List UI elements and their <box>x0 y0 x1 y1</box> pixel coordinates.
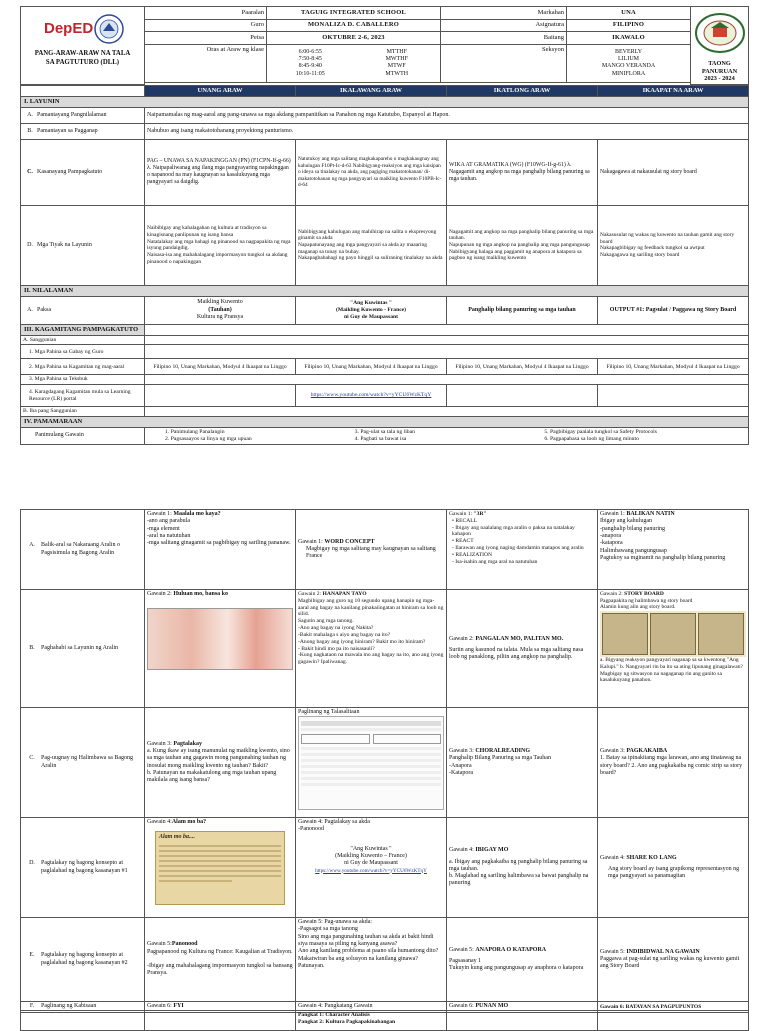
pag-uugnay-day-2 <box>296 708 447 818</box>
paglinang-day-2: Gawain 4: Pangkatang Gawain <box>296 1002 447 1013</box>
label-seksyon: Seksyon <box>441 44 567 82</box>
value-markahan: UNA <box>567 7 691 20</box>
day-header-3: IKATLONG ARAW <box>447 85 598 96</box>
pamantayang-pangnilalaman-text: Naipamamalas ng mag-aaral ang pang-unawa sa mga akdang pampanitikan sa Panahon ng mga Katutubo, Espanyol at Hapon. <box>145 107 749 123</box>
story-board-image <box>600 611 746 657</box>
row-title: Paksa <box>37 306 51 313</box>
teksbuk-label: 3. Mga Pahina sa Teksbuk <box>21 375 145 385</box>
sanggunian-label: A. Sanggunian <box>21 335 145 345</box>
gawain-body: Paggawa at pag-sulat ng sariling wakas ng kuwento gamit ang Story Board <box>600 955 740 970</box>
gawain-label: Gawain 1: <box>600 511 627 517</box>
time-slot: 10:10-11:05 <box>295 70 325 77</box>
gawain-body: Ang story board ay isang grapikong representasyon ng mga pangyayari sa panamagitan <box>608 865 740 880</box>
gawain-label: Gawain 6: <box>449 1003 476 1010</box>
gawain-body: Ibigay ang kahulugan -panghalip bilang panuring -anapora -katapora Halimbawang pangungusap Pagtukoy sa mginamit na panghalip bilang panuring <box>600 518 726 561</box>
gawain-label: Gawain 3: <box>147 740 174 747</box>
deped-seal-icon <box>94 14 124 44</box>
gawain-label: Gawain 5: <box>600 948 627 955</box>
row-letter: F. <box>29 1003 35 1010</box>
layunin-day-4: Nakasusulat ng wakas ng kuwento na tauhan gamit ang story board Nakapagbibigay ng feedback tungkol sa awtput Nakagagawa ng sariling story board <box>598 205 749 285</box>
label-guro: Guro <box>145 19 267 32</box>
gawain-title: ANAPORA O KATAPORA <box>475 946 547 953</box>
value-paaralan: TAGUIG INTEGRATED SCHOOL <box>267 7 441 20</box>
gawain-body: Magbigay ng mga salitang may kaugnayan sa salitang France <box>306 545 436 560</box>
value-asignatura: FILIPINO <box>567 19 691 32</box>
gawain-title: WORD CONCEPT <box>324 538 375 545</box>
school-year: 2023 - 2024 <box>704 75 735 83</box>
row-letter: A. <box>27 306 33 313</box>
gawain-title: Huluan mo, bansa ko <box>173 591 229 597</box>
row-title: Kasanayang Pampagkatuto <box>37 168 103 175</box>
row-title: Paglinang ng Kabisaan <box>41 1003 97 1010</box>
class-days: MWTHF <box>385 56 408 63</box>
pagtalakay-2-day-2: Gawain 5: Pag-unawa sa akda: -Pagsagot sa mga tanong Sino ang mga pangunahing tauhan sa akda at bakit hindi siya masaya sa piling ng kanyang asawa? Ano ang kanilang problema at paano sila humantong dito? Makatwiran ba ang solusyon na kanilang ginawa? Patunayan. <box>296 918 447 1002</box>
balik-aral-day-4 <box>598 510 749 590</box>
label-petsa: Petsa <box>145 32 267 45</box>
kagamitan-ng-mag-aaral-label: 2. Mga Pahina sa Kagamitan ng mag-aaral <box>21 359 145 375</box>
row-letter: A. <box>29 542 35 549</box>
lr-portal-link[interactable]: https://www.youtube.com/watch?v=yYCU6WzKTqY <box>296 385 447 407</box>
panimulang-gawain-label: Panimulang Gawain <box>21 427 145 444</box>
section-name: MANGO VERANDA <box>601 63 656 70</box>
paksa-line: (Tauhan) <box>208 306 232 313</box>
pagtalakay-1-day-3 <box>447 818 598 918</box>
row-pag-uugnay <box>21 708 145 818</box>
balik-aral-day-1 <box>145 510 296 590</box>
pagtalakay-2-day-1 <box>145 918 296 1002</box>
gawain-item: 2. Pagsasaayos sa linya ng mga upuan <box>165 435 252 442</box>
row-title: Mga Tiyak na Layunin <box>37 241 92 248</box>
gabay-ng-guro-label: 1. Mga Pahina sa Gabay ng Guro <box>21 345 145 359</box>
gawain-body: Pagpapanood ng Kultura ng France: Kaugalian at Tradisyon. -Ibigay ang mahahalagang impormasyon tungkol sa bansang Pransya. <box>147 948 293 977</box>
gawain-body: 1. Batay sa ipinakitang mga larawan, ano ang tinatawag na story board? 2. Ano ang pagkakaiba ng comic strip sa story board? <box>600 755 743 776</box>
row-letter: B. <box>27 127 33 134</box>
gawain-label: Gawain 5: <box>449 946 476 953</box>
paghahabi-day-1 <box>145 590 296 708</box>
pagtalakay-1-day-1 <box>145 818 296 918</box>
section-nilalaman: II. NILALAMAN <box>21 285 749 296</box>
story-subtitle: (Maikling Kuwento – France) <box>335 852 407 859</box>
row-letter: D. <box>29 860 35 867</box>
gawain-item: 6. Pagpapabasa sa loob ng limang minuto <box>544 435 639 442</box>
gawain-item: 5. Pagbibigay paalala tungkol sa Safety Protocols <box>544 428 657 435</box>
pagtalakay-1-day-4 <box>598 818 749 918</box>
row-title: Pagtalakay ng bagong konsepto at paglalahad ng bagong kasanayan #1 <box>41 860 128 874</box>
gawain-label: Gawain 2: <box>147 591 174 597</box>
day-header-1: UNANG ARAW <box>145 85 296 96</box>
row-letter: C. <box>29 755 35 762</box>
row-letter: D. <box>27 241 33 248</box>
panimulang-gawain-list <box>145 427 749 444</box>
label-markahan: Markahan <box>441 7 567 20</box>
gawain-body: Pagsasanay 1 Tukuyin kung ang pangungusap ay anaphora o katapora <box>449 957 584 972</box>
school-year-label: TAONG PANURUAN <box>701 59 738 75</box>
dll-page-3-partial <box>20 1010 748 1024</box>
gawain-title: HANAPAN TAYO <box>322 591 367 597</box>
video-link[interactable]: https://www.youtube.com/watch?v=yYCU6WzKTqY <box>315 867 427 874</box>
label-paaralan: Paaralan <box>145 7 267 20</box>
image-caption: Alam mo ba.... <box>159 834 196 841</box>
row-letter: A. <box>27 111 33 118</box>
gawain-label: Gawain 3: <box>600 747 627 754</box>
gawain-title: BALIKAN NATIN <box>626 511 675 517</box>
class-days: MTTHF <box>386 48 407 55</box>
kasanayan-day-4: Nakagagawa at nakausulat ng story board <box>598 139 749 205</box>
gawain-label: Gawain 2: <box>298 591 323 597</box>
pangkat-item: Pangkat 2: Kultura Pagkapakinabangan <box>298 1018 396 1025</box>
gawain-item: 3. Pag-ulat sa tala ng liban <box>354 428 415 435</box>
row-mga-tiyak-na-layunin <box>21 205 145 285</box>
row-title: Pagtalakay ng bagong konsepto at paglalahad ng bagong kasanayan #2 <box>41 952 128 966</box>
row-paghahabi <box>21 590 145 708</box>
class-days: MTWF <box>387 63 406 70</box>
logo-cell <box>21 7 145 85</box>
gawain-body: Panghalip Bilang Panuring sa mga Tauhan -Anapora -Katapora <box>449 755 551 776</box>
pangkat-item: Pangkat 1: Character Analisis <box>298 1012 370 1018</box>
kasanayan-day-1: PAG – UNAWA SA NAPAKINGGAN (PN) (F1CPN-If-g-66) λ. Naipapaliwanag ang ilang mga pangyayaring napakinggan o napanood na may kaugnayan sa kasalukuyang mga pangyayari sa daigdig. <box>145 139 296 205</box>
iba-pang-sanggunian-label: B. Iba pang Sanggunian <box>21 407 145 417</box>
gawain-title: IBIGAY MO <box>475 847 509 854</box>
svg-text:DepED: DepED <box>43 20 93 37</box>
row-title: Balik-aral sa Nakaraang Aralin o Pagsisimula ng Bagong Aralin <box>41 542 120 556</box>
gawain-label: Gawain 4: <box>147 819 172 825</box>
paksa-day-4: OUTPUT #1: Pagsulat / Paggawa ng Story Board <box>598 296 749 324</box>
gawain-body: Suriin ang kasunod na talata. Mula sa mga salitang nasa loob ng panaklong, piliin ang angkop na panghalip. <box>449 646 584 661</box>
pag-uugnay-day-4 <box>598 708 749 818</box>
row-paksa <box>21 296 145 324</box>
sections-list <box>567 44 691 82</box>
gawain-title: Maalala mo kaya? <box>173 511 221 517</box>
school-logo-cell <box>691 7 749 85</box>
gawain-label: Gawain 2: <box>449 635 476 642</box>
paksa-line: ni Guy de Maupassant <box>344 313 398 320</box>
gawain-title: SHARE KO LANG <box>626 854 677 861</box>
dll-page-2 <box>20 509 748 1013</box>
gawain-title: CHORALREADING <box>475 747 530 754</box>
header-table <box>20 6 749 85</box>
times-days-cell <box>267 44 441 82</box>
balik-aral-day-3 <box>447 510 598 590</box>
paksa-day-3: Panghalip bilang panuring sa mga tauhan <box>447 296 598 324</box>
alam-mo-ba-image <box>155 831 285 905</box>
dll-page-1 <box>20 6 748 445</box>
label-asignatura: Asignatura <box>441 19 567 32</box>
row-letter: C. <box>27 168 33 175</box>
gawain-label: Gawain 3: <box>449 747 476 754</box>
time-slot: 7:50-8:45 <box>298 56 322 63</box>
gawain-body: Pagpapakita ng halimbawa ng story board Alamin kung alin ang story board. <box>600 597 693 611</box>
row-kasanayang-pampagkatuto <box>21 139 145 205</box>
row-pamantayan-sa-pagganap <box>21 123 145 139</box>
gawain-label: Gawain 1: <box>147 511 174 517</box>
day-header-2: IKALAWANG ARAW <box>296 85 447 96</box>
day-header-4: IKAAPAT NA ARAW <box>598 85 749 96</box>
gawain-body: a. Kung ikaw ay isang manunulat ng maikling kwento, sino sa mga tauhan ang gagawin mong pangunahing tauhan ng inosulat mong maikling kwento ng tauhan? Bakit? b. Patunayan na makakatulong ang mga tauhan upang makilala ang isang bansa? <box>147 747 290 784</box>
gawain-body: a. Ibigay ang pagkakaiba ng panghalip bilang panuring sa mga tauhan. b. Maglahad ng sariling halimbawa sa bawat panghalip na panuring <box>449 858 589 887</box>
gawain-body: • RECALL - Ibigay ang naalalang mga aralin o paksa na natalakay kahapon • REACT - Ilarawan ang iyong naging damdamin matapos ang aralin • REALIZATION - Isa-isahin ang mga aral na natutuhan <box>452 517 584 565</box>
gawain-label: Gawain 5: <box>147 941 172 948</box>
gawain-title: Panonood <box>171 941 198 948</box>
gawain-label: Gawain 4: <box>600 854 627 861</box>
gawain-label: Gawain 6: <box>147 1003 174 1010</box>
layunin-day-1: Naibibigay ang kahalagahan ng kultura at tradisyon sa kinagisnang panlipunan ng isang bansa Natatalakay ang mga bahagi ng pinanood na nagpapakita ng mga isyung pandaigdig. Naisasa-isa ang mahahalagang impormasyon tungkol sa akdang pinanood o napakinggan <box>145 205 296 285</box>
kasanayan-day-3: WIKA AT GRAMATIKA (WG) (F10WG-If-g-61) λ. Nagagamit ang angkop na mga panghalip bilang panuring sa mga tauhan. <box>447 139 598 205</box>
pamamaraan-table <box>20 509 749 1013</box>
school-seal-icon <box>693 12 747 54</box>
paksa-line: "Ang Kuwintas " <box>350 299 392 306</box>
time-slot: 8:45-9:40 <box>298 63 322 70</box>
pag-uugnay-day-3 <box>447 708 598 818</box>
section-name: MINIFLORA <box>611 70 646 77</box>
pag-uugnay-day-1 <box>145 708 296 818</box>
gawain-item: 1. Panimulang Panalangin <box>165 428 225 435</box>
row-title: Pamantayan sa Pagganap <box>37 127 98 134</box>
value-guro: MONALIZA D. CABALLERO <box>267 19 441 32</box>
talasalitaan-worksheet-image <box>298 716 444 810</box>
dll-title: PANG-ARAW-ARAW NA TALA SA PAGTUTURO (DLL) <box>34 50 131 66</box>
paglinang-day-4: Gawain 6: BATAYAN SA PAGPUPUNTOS <box>598 1002 749 1013</box>
row-title: Pamantayang Pangnilalaman <box>37 111 107 118</box>
gawain-body: a. Bigyang reaksyon pangyayari naganap sa sa kwentong "Ang Kalupi." b. Nangyayari rin ba ito sa ating lipunang ginagalawan? Magbigay ng sitwasyon na nagaganap rin ang ganito sa kasalukuyang panahon. <box>600 657 743 684</box>
section-kagamitang: III. KAGAMITANG PAMPAGKATUTO <box>21 324 145 335</box>
gawain-title: FYI <box>173 1003 184 1010</box>
gawain-title: PAGKAKAIBA <box>626 747 668 754</box>
value-baitang: IKAWALO <box>567 32 691 45</box>
gawain-title: Pagtalakay <box>173 740 202 747</box>
row-title: Paghahabi sa Layunin ng Aralin <box>41 644 118 651</box>
kagamitan-day-4: Filipino 10, Unang Markahan, Modyul 4 Ikaapat na Linggo <box>598 359 749 375</box>
kagamitan-day-3: Filipino 10, Unang Markahan, Modyul 4 Ikaapat na Linggo <box>447 359 598 375</box>
row-balik-aral <box>21 510 145 590</box>
paghahabi-day-2 <box>296 590 447 708</box>
kasanayan-day-2: Natutukoy ang mga salitang magkakapareho o magkakaugnay ang kahulugan F10Pt-Ic-d-63 Nabibigyang-reaksiyon ang mga kaisipan o ideya sa tinalakay na akda, ang pagiging makatotohanan/ di-makatotohanan ng mga pangyayari sa maikling kuwento F10PB-Ic-d-64 <box>296 139 447 205</box>
value-petsa: OKTUBRE 2-6, 2023 <box>267 32 441 45</box>
story-author: ni Guy de Maupassant <box>344 860 398 867</box>
dll-main-table <box>20 85 749 445</box>
gawain-title: PUNAN MO <box>475 1003 509 1010</box>
gawain-body: Magbibigay ang guro ng 10 segundo upang hanapin ng mga-aaral ang bagay na kanilang pinakaiingatan at hiniram sa loob ng silid. Sagutin ang mga tanong. -Ano ang bagay na iyong Nakita? -Bakit mahalaga s aiyo ang bagay na ito? -Anong bagay ang iyong hiniram? Bakit mo ito hiniram? - Bakit hindi mo pa ito naisasauli? -Kung nagkataon na mawala mo ang bagay na ito, ano ang iyong gagawin? Ipaliwanag. <box>298 597 444 666</box>
lr-portal-label: 4. Karagdagang Kagamitan mula sa Learning Resource (LR) portal <box>21 385 145 407</box>
label-oras: Oras at Araw ng klase <box>145 44 267 82</box>
deped-logo <box>42 19 93 39</box>
kagamitan-day-1: Filipino 10, Unang Markahan, Modyul 4 Ikaapat na Linggo <box>145 359 296 375</box>
row-pagtalakay-2 <box>21 918 145 1002</box>
row-letter: E. <box>29 952 35 959</box>
row-letter: B. <box>29 644 35 651</box>
gawain-heading: Paglinang ng Talasalitaan <box>298 709 360 715</box>
gawain-title: "3R" <box>473 511 487 517</box>
times-list <box>267 49 354 78</box>
layunin-day-3: Nagagamit ang angkop na mga panghalip bilang panuring sa mga tauhan. Napupunan ng mga angkop na panghalip ang mga pangungusap Nabibigyang halaga ang paggamit ng anapora at katapora sa pagbuo ng isang maikling kuwento <box>447 205 598 285</box>
class-days: MTWTH <box>385 70 409 77</box>
gawain-label: Gawain 4: <box>449 847 476 854</box>
section-name: LILIUM <box>618 56 640 63</box>
pangkat-list <box>296 1011 447 1031</box>
gawain-label: Gawain 2: <box>600 591 625 597</box>
days-list <box>354 49 441 78</box>
time-slot: 6:00-6:55 <box>298 48 322 55</box>
paghahabi-day-4 <box>598 590 749 708</box>
paksa-line: (Maikling Kuwento - France) <box>335 306 407 313</box>
row-pamantayang-pangnilalaman <box>21 107 145 123</box>
story-title: "Ang Kuwintas " <box>350 845 392 852</box>
section-layunin: I. LAYUNIN <box>21 96 749 107</box>
layunin-day-2: Nabibigyang kahulugan ang mahihirap na salita o ekspresyong ginamit sa akda Napapatunayang ang mga pangyayari sa akda ay maaaring maganap sa tunay na buhay. Nakapagbabahagi ng payo hinggil sa suliraning tinalakay na akda <box>296 205 447 285</box>
gawain-item: 4. Pagbati sa bawat isa <box>354 435 407 442</box>
paksa-line: Kultura ng Pransya <box>196 313 244 320</box>
kagamitan-day-2: Filipino 10, Unang Markahan, Modyul 4 Ikaapat na Linggo <box>296 359 447 375</box>
gawain-title: INDIBIDWAL NA GAWAIN <box>626 948 700 955</box>
pamantayan-sa-pagganap-text: Nabubuo ang isang makatotohanang proyektong panturismo. <box>145 123 749 139</box>
gawain-label: Gawain 1: <box>298 538 325 545</box>
gawain-heading: Gawain 4: Pagtalakay sa akda -Panonood <box>298 819 370 833</box>
gawain-title: PANGALAN MO, PALITAN MO. <box>475 635 564 642</box>
gawain-title: STORY BOARD <box>624 591 664 597</box>
row-title: Pag-uugnay ng Halimbawa sa Bagong Aralin <box>41 755 133 769</box>
pagtalakay-1-day-2 <box>296 818 447 918</box>
paksa-day-2 <box>296 296 447 324</box>
gawain-label: Gawain 1: <box>449 511 474 517</box>
paksa-line: Maikling Kuwento <box>197 299 243 306</box>
gawain-body: -ano ang parabula -mga element -aral na natutuhan -mga salitang ginagamit sa pagbibigay ng sariling pananaw. <box>147 518 291 547</box>
pagtalakay-2-day-4 <box>598 918 749 1002</box>
row-pagtalakay-1 <box>21 818 145 918</box>
section-pamamaraan: IV. PAMAMARAAN <box>21 417 749 428</box>
paksa-day-1 <box>145 296 296 324</box>
section-name: BEVERLY <box>614 48 643 55</box>
label-baitang: Baitang <box>441 32 567 45</box>
blurred-country-image <box>147 608 293 670</box>
balik-aral-day-2 <box>296 510 447 590</box>
paghahabi-day-3 <box>447 590 598 708</box>
pagtalakay-2-day-3 <box>447 918 598 1002</box>
gawain-title: Alam mo ba? <box>171 819 207 825</box>
